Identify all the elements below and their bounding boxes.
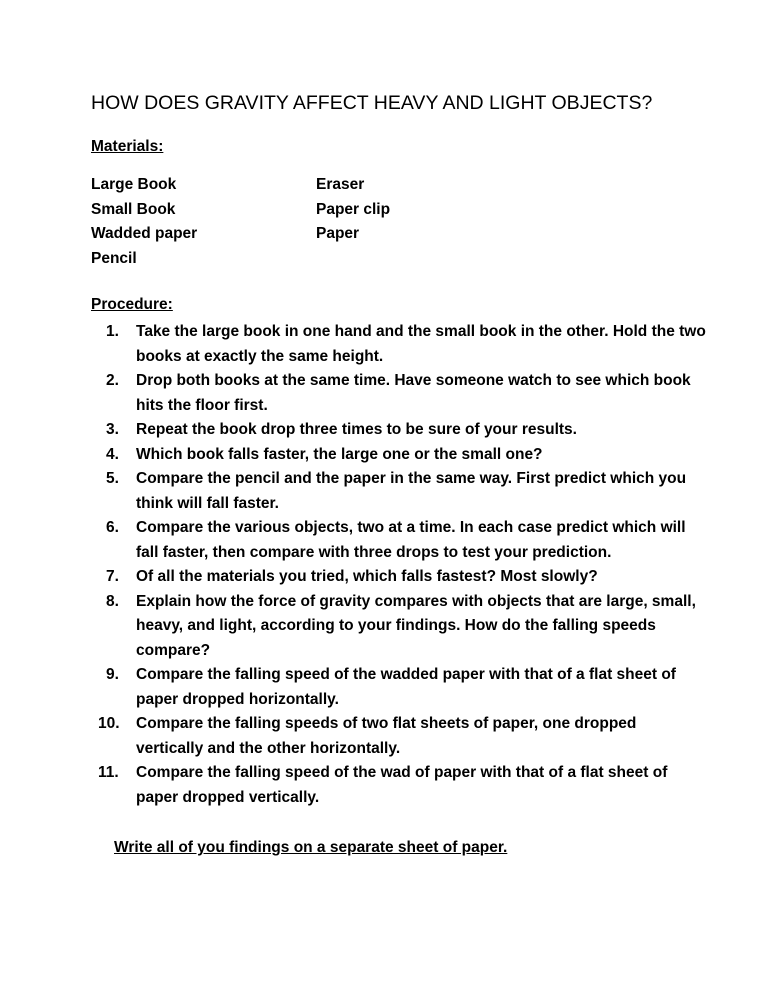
material-item: Eraser — [316, 176, 365, 193]
step-text: Take the large book in one hand and the small book in the other. Hold the two books at exactly the same height. — [136, 323, 706, 365]
material-item: Small Book — [91, 200, 176, 218]
material-item: Large Book — [91, 176, 177, 193]
step-number: 8. — [106, 592, 119, 610]
step-text: Compare the falling speeds of two flat sheets of paper, one dropped vertically and the other horizontally. — [136, 715, 637, 757]
procedure-step — [106, 663, 706, 712]
materials-list-left — [91, 173, 197, 271]
step-text: Of all the materials you tried, which falls fastest? Most slowly? — [136, 568, 598, 585]
material-item: Paper clip — [316, 200, 391, 218]
step-number: 11. — [98, 764, 119, 781]
procedure-step — [106, 565, 706, 590]
procedure-step — [106, 369, 706, 418]
step-number: 4. — [106, 445, 119, 463]
procedure-heading: Procedure: — [91, 296, 173, 313]
step-number: 5. — [106, 470, 119, 487]
step-number: 1. — [106, 323, 119, 340]
step-text: Compare the falling speed of the wad of paper with that of a flat sheet of paper dropped vertically. — [136, 764, 668, 806]
page-title: HOW DOES GRAVITY AFFECT HEAVY AND LIGHT OBJECTS? — [91, 92, 653, 114]
procedure-step — [106, 467, 706, 516]
procedure-step — [106, 590, 706, 664]
step-number: 6. — [106, 519, 119, 536]
instructions-note: Write all of you findings on a separate sheet of paper. — [114, 839, 508, 856]
step-text: Compare the pencil and the paper in the same way. First predict which you think will fall faster. — [136, 470, 687, 512]
materials-heading: Materials: — [91, 138, 164, 155]
step-text: Which book falls faster, the large one or the small one? — [136, 445, 543, 463]
step-number: 10. — [98, 715, 120, 732]
step-number: 3. — [106, 421, 119, 438]
step-text: Compare the various objects, two at a time. In each case predict which will fall faster, then compare with three drops to test your prediction. — [136, 519, 686, 561]
step-text: Compare the falling speed of the wadded paper with that of a flat sheet of paper dropped horizontally. — [136, 666, 676, 708]
procedure-step — [106, 443, 706, 468]
procedure-step — [106, 320, 706, 369]
step-number: 9. — [106, 666, 119, 683]
step-text: Repeat the book drop three times to be sure of your results. — [136, 421, 577, 438]
procedure-step — [98, 761, 706, 810]
procedure-step — [106, 418, 706, 443]
material-item: Pencil — [91, 249, 137, 267]
step-text: Explain how the force of gravity compares with objects that are large, small, heavy, and light, according to your findings. How do the falling speeds compare? — [136, 592, 696, 659]
procedure-step — [98, 712, 706, 761]
procedure-list — [98, 320, 706, 810]
materials-list-right — [316, 173, 390, 247]
step-number: 7. — [106, 568, 119, 585]
step-text: Drop both books at the same time. Have someone watch to see which book hits the floor first. — [136, 372, 691, 414]
procedure-step — [106, 516, 706, 565]
step-number: 2. — [106, 372, 119, 389]
material-item: Paper — [316, 225, 360, 242]
material-item: Wadded paper — [91, 225, 198, 242]
